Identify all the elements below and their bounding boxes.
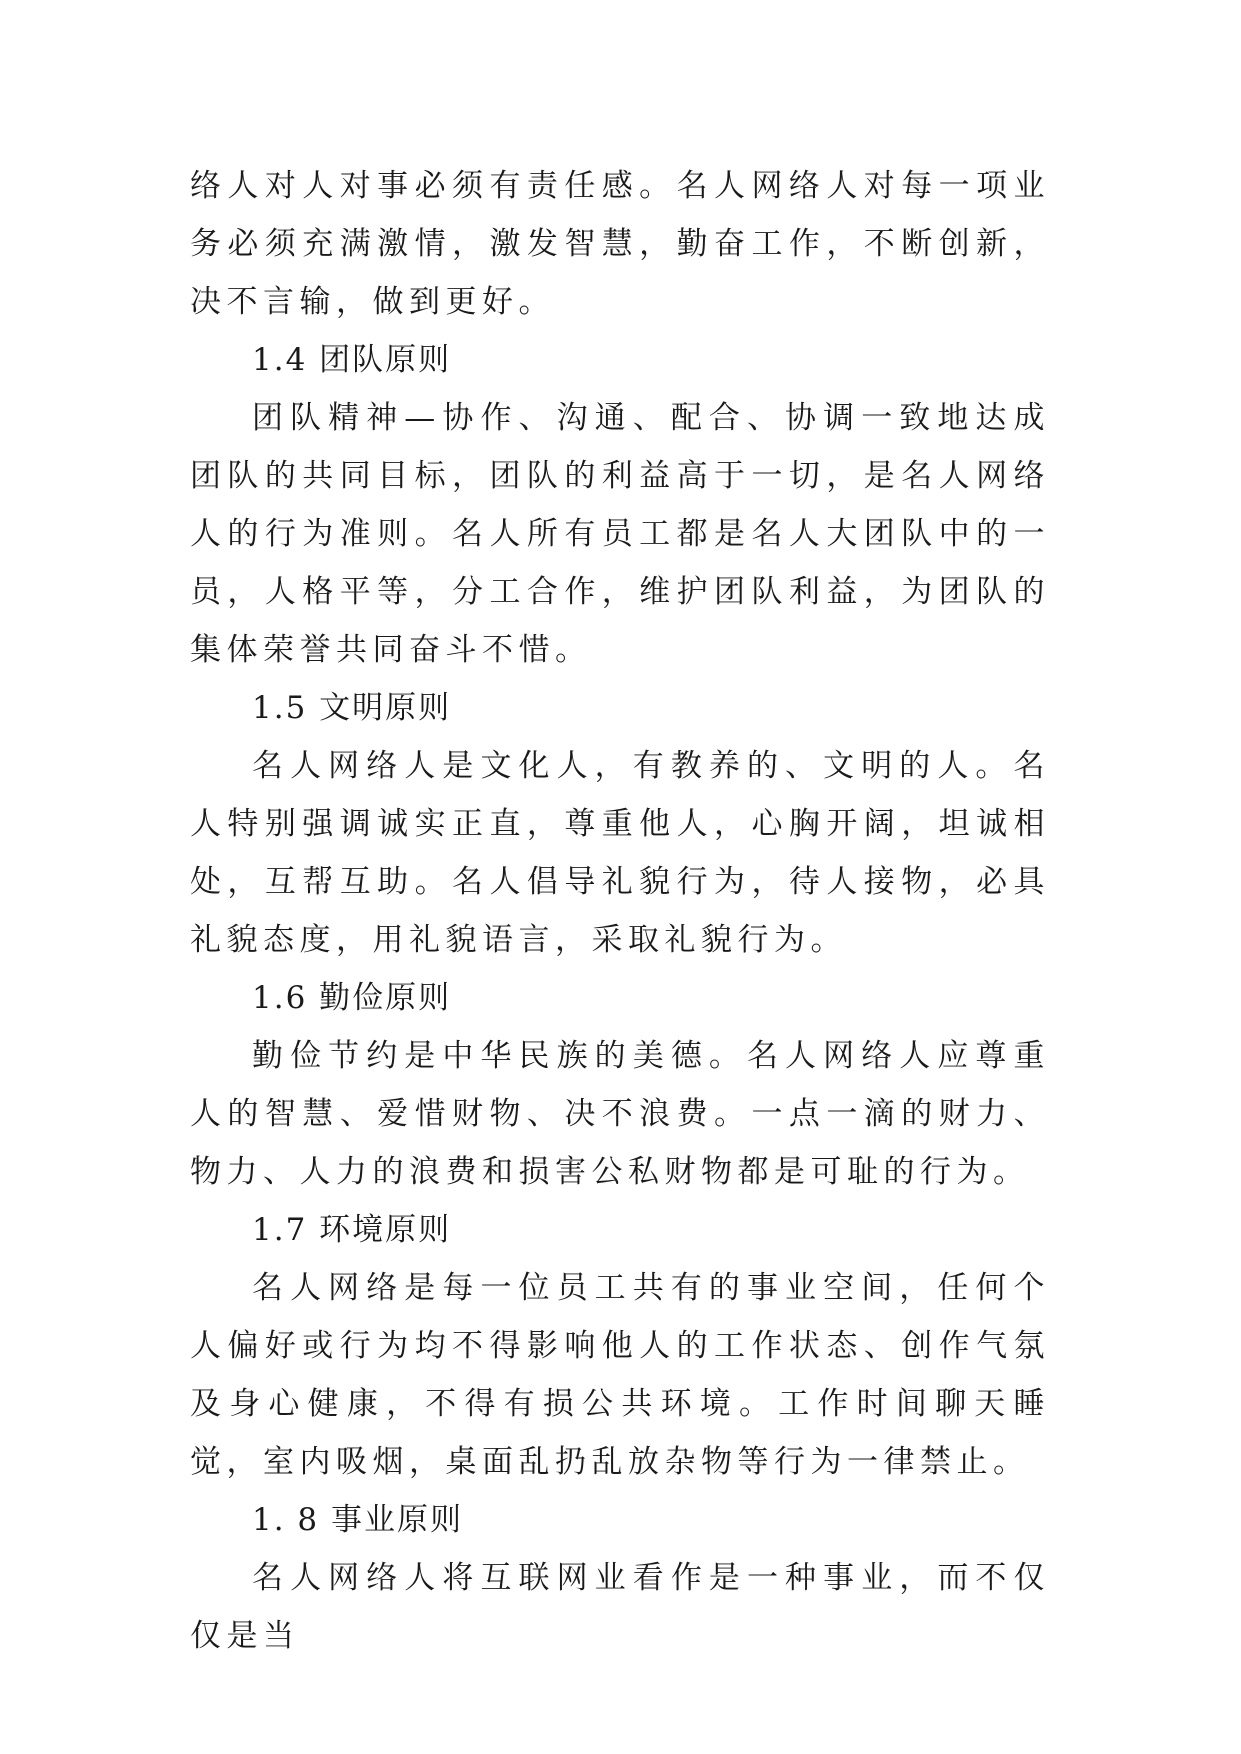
heading-environment-principle: 1.7 环境原则	[252, 1212, 452, 1248]
paragraph-career-principle: 名人网络人将互联网业看作是一种事业，而不仅仅是当	[190, 1560, 1050, 1654]
document-body	[190, 157, 1050, 1665]
heading-civility-principle: 1.5 文明原则	[252, 690, 452, 726]
heading-thrift-principle: 1.6 勤俭原则	[252, 980, 452, 1016]
paragraph-responsibility-continued: 络人对人对事必须有责任感。名人网络人对每一项业务必须充满激情，激发智慧，勤奋工作，不断创新，决不言输，做到更好。	[190, 168, 1050, 320]
heading-career-principle: 1. 8 事业原则	[252, 1502, 464, 1538]
paragraph-thrift-principle: 勤俭节约是中华民族的美德。名人网络人应尊重人的智慧、爱惜财物、决不浪费。一点一滴的财力、物力、人力的浪费和损害公私财物都是可耻的行为。	[190, 1038, 1050, 1190]
heading-team-principle: 1.4 团队原则	[252, 342, 452, 378]
paragraph-civility-principle: 名人网络人是文化人，有教养的、文明的人。名人特别强调诚实正直，尊重他人，心胸开阔，坦诚相处，互帮互助。名人倡导礼貌行为，待人接物，必具礼貌态度，用礼貌语言，采取礼貌行为。	[190, 748, 1050, 958]
paragraph-team-principle: 团队精神—协作、沟通、配合、协调一致地达成团队的共同目标，团队的利益高于一切，是名人网络人的行为准则。名人所有员工都是名人大团队中的一员，人格平等，分工合作，维护团队利益，为团队的集体荣誉共同奋斗不惜。	[190, 400, 1050, 668]
paragraph-environment-principle: 名人网络是每一位员工共有的事业空间，任何个人偏好或行为均不得影响他人的工作状态、创作气氛及身心健康，不得有损公共环境。工作时间聊天睡觉，室内吸烟，桌面乱扔乱放杂物等行为一律禁止。	[190, 1270, 1050, 1480]
